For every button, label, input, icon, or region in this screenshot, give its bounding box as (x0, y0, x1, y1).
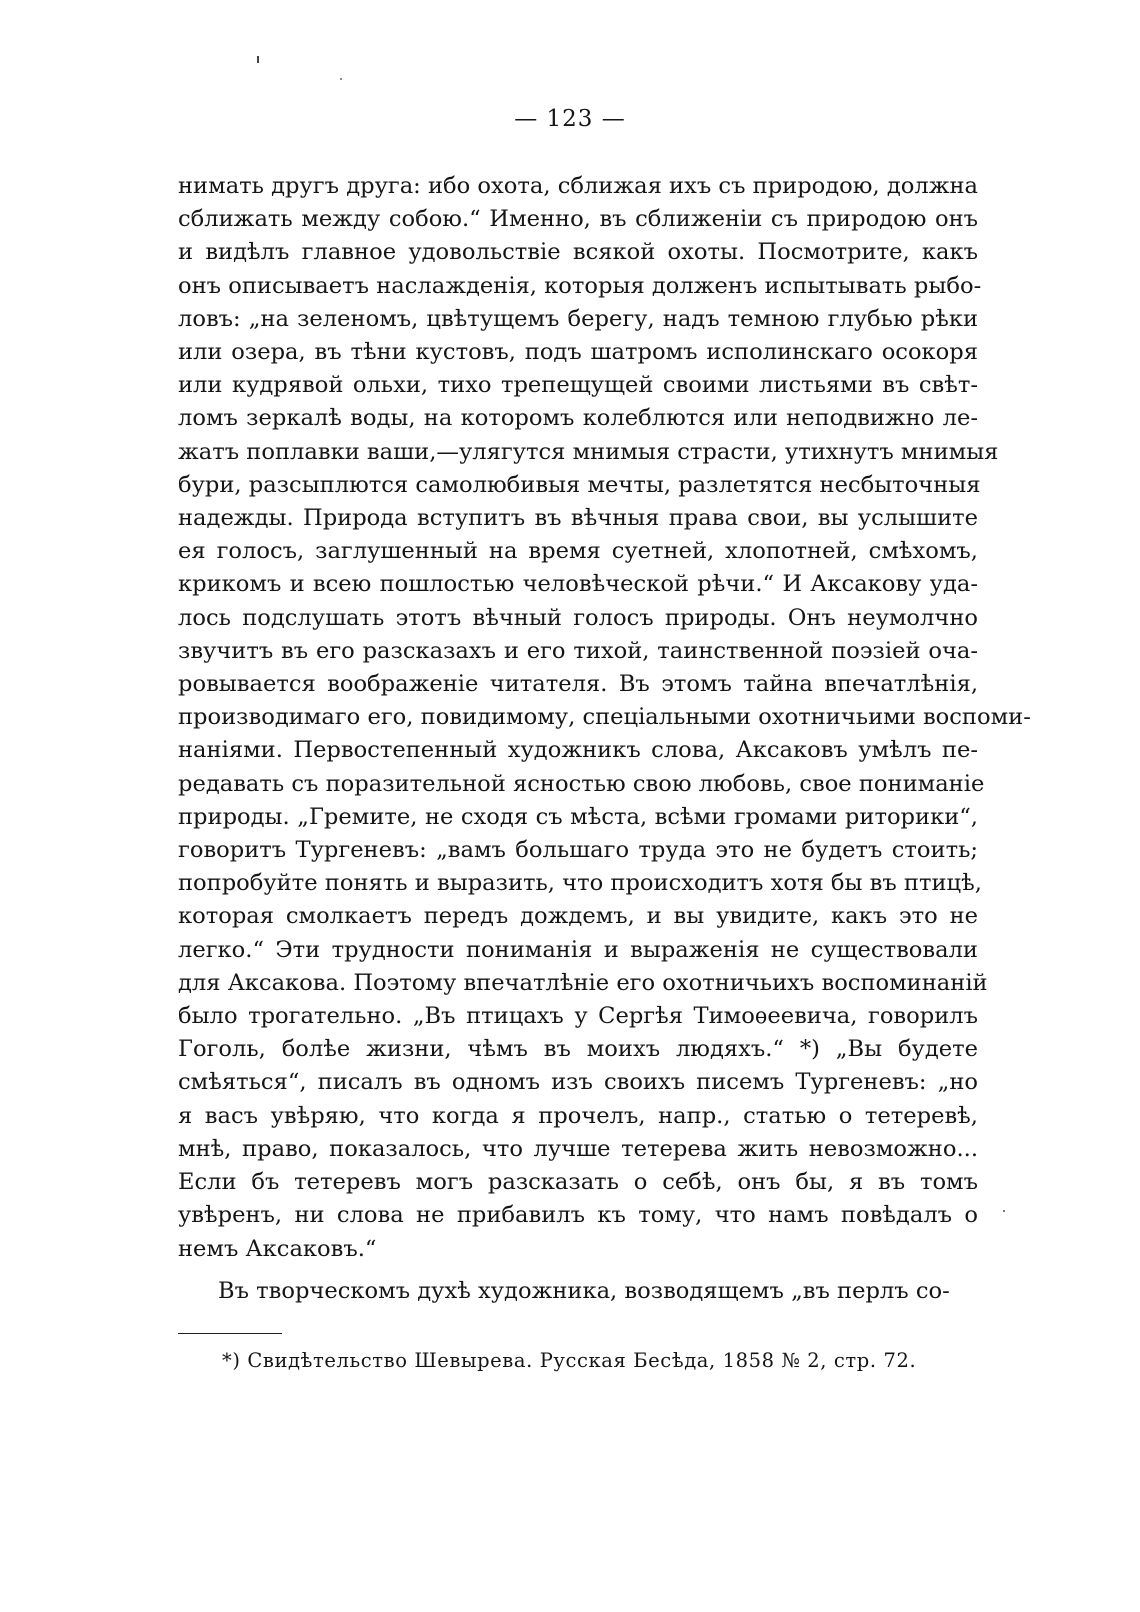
text-line: редавать съ поразительной ясностью свою любовь, свое пониманіе (178, 770, 985, 797)
text-line: природы. „Гремите, не сходя съ мѣста, всѣми громами риторики“, (178, 803, 978, 830)
text-line: для Аксакова. Поэтому впечатлѣніе его охотничьихъ воспоминаній (178, 969, 988, 996)
text-line: Гоголь, болѣе жизни, чѣмъ въ моихъ людяхъ.“ *) „Вы будете (178, 1036, 978, 1063)
text-line: ловъ: „на зеленомъ, цвѣтущемъ берегу, надъ темною глубью рѣки (178, 305, 978, 332)
text-line: нимать другъ друга: ибо охота, сближая ихъ съ природою, должна (178, 173, 979, 199)
text-line: крикомъ и всею пошлостью человѣческой рѣчи.“ И Аксакову уда- (178, 571, 978, 598)
scan-speck (1003, 1210, 1005, 1212)
text-line: смѣяться“, писалъ въ одномъ изъ своихъ писемъ Тургеневъ: „но (178, 1069, 978, 1096)
text-line: лось подслушать этотъ вѣчный голосъ природы. Онъ неумолчно (178, 604, 978, 631)
body-text (178, 170, 1031, 1308)
page-number: — 123 — (514, 106, 626, 132)
text-line: мнѣ, право, показалось, что лучше тетерева жить невозможно... (178, 1135, 978, 1162)
text-line: жатъ поплавки ваши,—улягутся мнимыя страсти, утихнутъ мнимыя (178, 438, 999, 465)
scan-speck (340, 78, 342, 80)
scan-speck (257, 56, 259, 63)
paragraph-start-line: Въ творческомъ духѣ художника, возводящемъ „въ перлъ со- (218, 1277, 950, 1304)
text-line: онъ описываетъ наслажденія, которыя долженъ испытывать рыбо- (178, 272, 982, 299)
text-line: производимаго его, повидимому, спеціальными охотничьими воспоми- (178, 704, 1031, 731)
text-line: звучитъ въ его разсказахъ и его тихой, таинственной поэзіей оча- (178, 637, 978, 664)
footnote: *) Свидѣтельство Шевырева. Русская Бесѣда, 1858 № 2, стр. 72. (222, 1349, 917, 1372)
text-line: бури, разсыплются самолюбивыя мечты, разлетятся несбыточныя (178, 471, 981, 498)
text-line: было трогательно. „Въ птицахъ у Сергѣя Тимоѳеевича, говорилъ (178, 1003, 978, 1030)
text-line: или озера, въ тѣни кустовъ, подъ шатромъ исполинскаго осокоря (178, 339, 978, 366)
text-line: или кудрявой ольхи, тихо трепещущей своими листьями въ свѣт- (178, 372, 978, 399)
text-line: попробуйте понять и выразить, что происходитъ хотя бы въ птицѣ, (178, 870, 982, 897)
text-line: ломъ зеркалѣ воды, на которомъ колеблются или неподвижно ле- (178, 405, 978, 432)
text-line: надежды. Природа вступитъ въ вѣчныя права свои, вы услышите (178, 505, 978, 532)
text-line: ровывается воображеніе читателя. Въ этомъ тайна впечатлѣнія, (178, 671, 978, 698)
footnote-divider (178, 1333, 282, 1334)
text-line: и видѣлъ главное удовольствіе всякой охоты. Посмотрите, какъ (178, 239, 978, 266)
text-line: Если бъ тетеревъ могъ разсказать о себѣ, онъ бы, я въ томъ (178, 1169, 978, 1196)
text-line: наніями. Первостепенный художникъ слова, Аксаковъ умѣлъ пе- (178, 737, 978, 764)
text-line: говоритъ Тургеневъ: „вамъ большаго труда это не будетъ стоить; (178, 837, 978, 864)
text-line: сближать между собою.“ Именно, въ сближеніи съ природою онъ (178, 206, 978, 233)
text-line: немъ Аксаковъ.“ (178, 1235, 377, 1262)
text-line: ея голосъ, заглушенный на время суетней, хлопотней, смѣхомъ, (178, 538, 978, 565)
text-line: легко.“ Эти трудности пониманія и выраженія не существовали (178, 936, 978, 963)
text-line: увѣренъ, ни слова не прибавилъ къ тому, что намъ повѣдалъ о (178, 1202, 978, 1229)
text-line: которая смолкаетъ передъ дождемъ, и вы увидите, какъ это не (178, 903, 978, 930)
text-line: я васъ увѣряю, что когда я прочелъ, напр., статью о тетеревѣ, (178, 1102, 978, 1129)
